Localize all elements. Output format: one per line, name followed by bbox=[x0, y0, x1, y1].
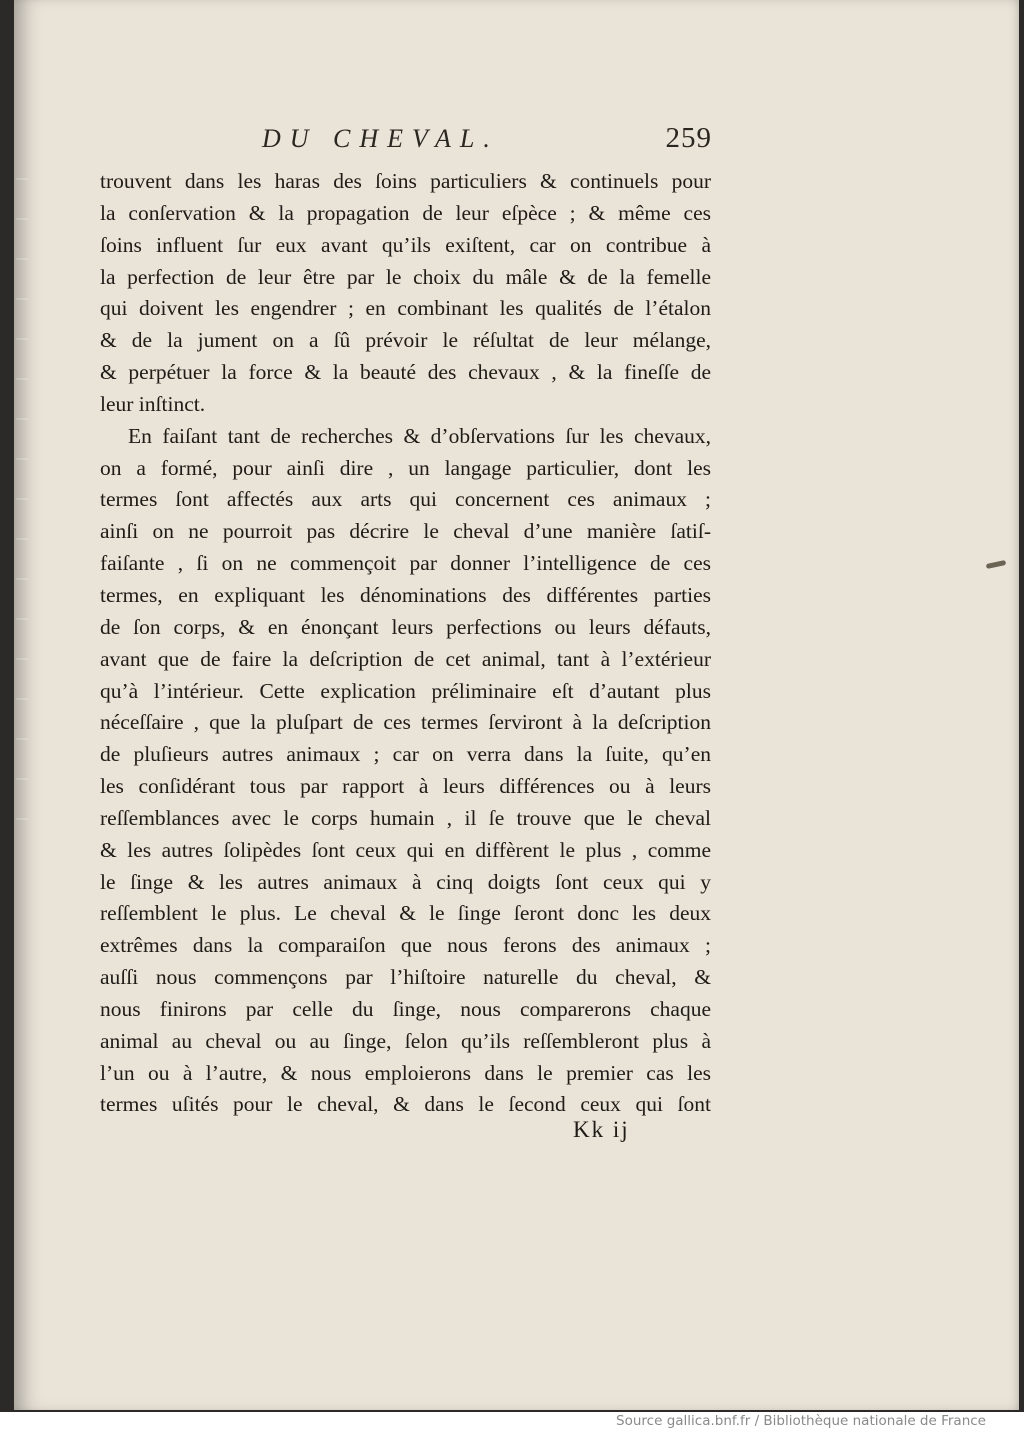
text-line: ainſi on ne pourroit pas décrire le cheval d’une manière ſatiſ- bbox=[100, 519, 711, 544]
text-line: qu’à l’intérieur. Cette explication préliminaire eſt d’autant plus bbox=[100, 678, 711, 703]
text-line: les conſidérant tous par rapport à leurs différences ou à leurs bbox=[100, 774, 711, 799]
running-title: DU CHEVAL. bbox=[262, 124, 499, 153]
gutter-edge bbox=[16, 140, 28, 840]
text-line: de ſon corps, & en énonçant leurs perfections ou leurs défauts, bbox=[100, 614, 711, 639]
text-line: termes uſités pour le cheval, & dans le ſecond ceux qui ſont bbox=[100, 1092, 711, 1117]
text-line: auſſi nous commençons par l’hiſtoire naturelle du cheval, & bbox=[100, 965, 711, 990]
running-head bbox=[262, 124, 712, 164]
source-credit: Source gallica.bnf.fr / Bibliothèque nationale de France bbox=[616, 1413, 986, 1429]
text-line: & perpétuer la force & la beauté des chevaux , & la fineſſe de bbox=[100, 360, 711, 385]
page-number: 259 bbox=[665, 122, 712, 154]
text-line: reſſemblent le plus. Le cheval & le ſinge ſeront donc les deux bbox=[100, 901, 711, 926]
text-line: ſoins influent ſur eux avant qu’ils exiſtent, car on contribue à bbox=[100, 232, 711, 257]
text-line: avant que de faire la deſcription de cet animal, tant à l’extérieur bbox=[100, 646, 711, 671]
text-line: & les autres ſolipèdes ſont ceux qui en diffèrent le plus , comme bbox=[100, 837, 711, 862]
body-text bbox=[100, 166, 711, 1121]
text-line: néceſſaire , que la pluſpart de ces termes ſerviront à la deſcription bbox=[100, 710, 711, 735]
text-line: faiſante , ſi on ne commençoit par donner l’intelligence de ces bbox=[100, 551, 711, 576]
text-line: animal au cheval ou au ſinge, ſelon qu’ils reſſembleront plus à bbox=[100, 1028, 711, 1053]
signature-mark: Kk ij bbox=[573, 1117, 630, 1142]
text-line: reſſemblances avec le corps humain , il ſe trouve que le cheval bbox=[100, 805, 711, 830]
text-line: En faiſant tant de recherches & d’obſervations ſur les chevaux, bbox=[128, 423, 711, 448]
text-line: la perfection de leur être par le choix du mâle & de la femelle bbox=[100, 264, 711, 289]
text-line: nous finirons par celle du ſinge, nous comparerons chaque bbox=[100, 996, 711, 1021]
text-line: la conſervation & la propagation de leur eſpèce ; & même ces bbox=[100, 200, 711, 225]
text-line: extrêmes dans la comparaiſon que nous ferons des animaux ; bbox=[100, 933, 711, 958]
text-line: leur inſtinct. bbox=[100, 391, 206, 416]
text-line: termes ſont affectés aux arts qui concernent ces animaux ; bbox=[100, 487, 711, 512]
text-line: de pluſieurs autres animaux ; car on verra dans la ſuite, qu’en bbox=[100, 742, 711, 767]
text-line: trouvent dans les haras des ſoins particuliers & continuels pour bbox=[100, 169, 711, 193]
text-line: termes, en expliquant les dénominations des différentes parties bbox=[100, 582, 711, 607]
text-line: on a formé, pour ainſi dire , un langage particulier, dont les bbox=[100, 455, 711, 480]
text-line: l’un ou à l’autre, & nous emploierons dans le premier cas les bbox=[100, 1060, 711, 1085]
text-line: qui doivent les engendrer ; en combinant les qualités de l’étalon bbox=[100, 296, 711, 321]
text-line: & de la jument on a ſû prévoir le réſultat de leur mélange, bbox=[100, 328, 711, 353]
text-line: le ſinge & les autres animaux à cinq doigts ſont ceux qui y bbox=[100, 869, 711, 894]
